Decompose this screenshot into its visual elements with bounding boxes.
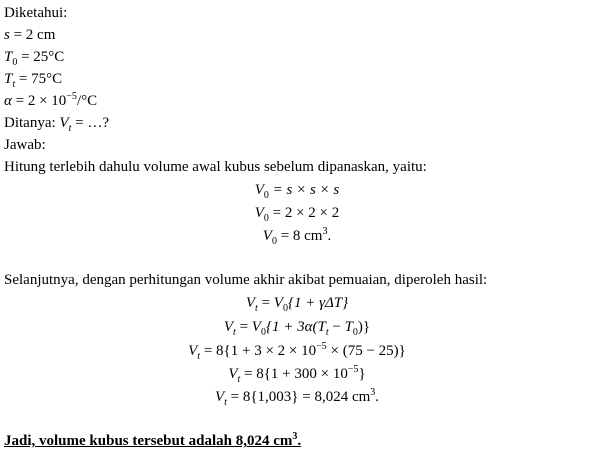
Vt-symbol: V: [245, 295, 256, 311]
conclusion-exponent: 3: [292, 431, 298, 442]
Tt-subscript: t: [12, 79, 16, 90]
T0-subscript: 0: [352, 327, 358, 338]
step2-eq5-exponent: 3: [370, 387, 376, 398]
step1-intro: [4, 156, 427, 178]
step2-intro-text: Selanjutnya, dengan perhitungan volume akhir akibat pemuaian, diperoleh hasil:: [4, 272, 488, 288]
V0-symbol: V: [262, 228, 272, 244]
s-symbol: s: [4, 27, 10, 43]
step2-intro: [4, 269, 487, 291]
step2-eq3-rhs-a: = 8{1 + 3 × 2 × 10: [203, 343, 317, 359]
question-line: [4, 112, 109, 134]
step1-eq3: [4, 225, 590, 247]
step2-eq2-rhs-a: {1 + 3α(: [265, 319, 318, 335]
V0-symbol: V: [273, 295, 283, 311]
alpha-symbol: α: [4, 93, 12, 109]
step2-eq2: [4, 316, 590, 338]
question-value: = …?: [71, 115, 109, 131]
alpha-value: = 2 × 10: [15, 93, 67, 109]
step2-eq4-rhs-b: }: [358, 366, 366, 382]
Vt-subscript: t: [197, 351, 201, 362]
question-heading: Ditanya:: [4, 115, 56, 131]
V0-symbol: V: [254, 182, 264, 198]
V0-symbol: V: [254, 205, 264, 221]
known-alpha: [4, 90, 97, 112]
step1-intro-text: Hitung terlebih dahulu volume awal kubus sebelum dipanaskan, yaitu:: [4, 159, 427, 175]
Vt-subscript: t: [255, 303, 258, 314]
known-Tt: [4, 68, 62, 90]
step2-eq2-rhs-c: )}: [357, 319, 371, 335]
equals-sign: =: [239, 319, 252, 335]
step2-eq3-exponent: −5: [316, 341, 327, 352]
step1-eq3-exponent: 3: [322, 226, 328, 237]
conclusion-text: Jadi, volume kubus tersebut adalah 8,024 cm: [4, 433, 293, 449]
Vt-symbol: V: [214, 389, 225, 405]
step2-eq1: [4, 292, 590, 314]
Tt-value: = 75°C: [18, 71, 63, 87]
known-heading: [4, 2, 67, 24]
alpha-unit: /°C: [76, 93, 98, 109]
Vt-symbol: V: [223, 319, 234, 335]
step2-eq4: [4, 363, 590, 385]
answer-heading-text: Jawab:: [4, 137, 46, 153]
V0-subscript: 0: [282, 303, 288, 314]
step2-eq5-end: .: [375, 389, 380, 405]
step2-eq5: [4, 386, 590, 408]
step2-eq1-rhs: {1 + γΔT}: [287, 295, 349, 311]
s-value: = 2 cm: [13, 27, 56, 43]
Vt-symbol: V: [228, 366, 238, 382]
T0-subscript: 0: [12, 57, 18, 68]
step2-eq3: [4, 340, 590, 362]
V0-subscript: 0: [263, 213, 269, 224]
known-T0: [4, 46, 64, 68]
step1-eq3-end: .: [327, 228, 332, 244]
equals-sign: =: [261, 295, 274, 311]
T0-symbol: T: [344, 319, 353, 335]
Tt-subscript: t: [325, 327, 329, 338]
step1-eq2-rhs: = 2 × 2 × 2: [272, 205, 340, 221]
Vt-symbol: V: [59, 115, 69, 131]
step2-eq5-rhs-a: = 8{1,003} = 8,024 cm: [230, 389, 371, 405]
Vt-subscript: t: [224, 397, 227, 408]
answer-heading: [4, 134, 46, 156]
V0-subscript: 0: [260, 327, 266, 338]
conclusion-end: .: [297, 433, 302, 449]
minus-sign: −: [328, 319, 345, 335]
conclusion: [4, 430, 301, 452]
Vt-symbol: V: [188, 343, 198, 359]
T0-symbol: T: [4, 49, 13, 65]
T0-value: = 25°C: [21, 49, 65, 65]
alpha-exponent: −5: [66, 91, 77, 102]
Vt-subscript: t: [233, 327, 236, 338]
Vt-subscript: t: [237, 374, 241, 385]
step1-eq1-rhs: = s × s × s: [272, 182, 340, 198]
Tt-symbol: T: [4, 71, 13, 87]
step1-eq2: [4, 202, 590, 224]
step1-eq3-rhs: = 8 cm: [280, 228, 323, 244]
V0-symbol: V: [251, 319, 261, 335]
step1-eq1: [4, 179, 590, 201]
known-heading-text: Diketahui:: [4, 5, 68, 21]
Vt-subscript: t: [68, 123, 72, 134]
step2-eq4-exponent: −5: [347, 364, 359, 375]
step2-eq4-rhs-a: = 8{1 + 300 × 10: [244, 366, 348, 382]
V0-subscript: 0: [263, 190, 269, 201]
Tt-symbol: T: [317, 319, 326, 335]
known-s: [4, 24, 55, 46]
step2-eq3-rhs-b: × (75 − 25)}: [326, 343, 406, 359]
V0-subscript: 0: [271, 236, 277, 247]
